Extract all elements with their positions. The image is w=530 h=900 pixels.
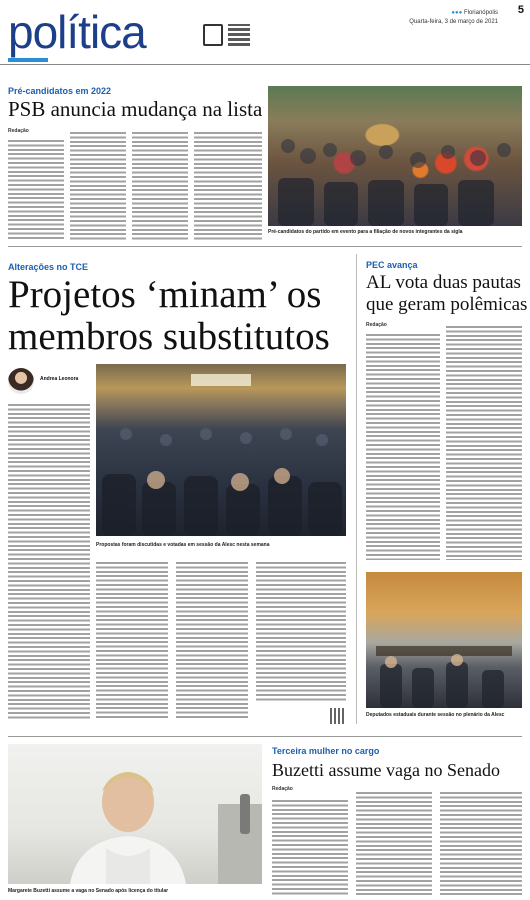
masthead-rule <box>0 64 530 65</box>
psb-text-col-3 <box>132 132 188 240</box>
section-title: política <box>8 6 146 58</box>
section-accent-bar <box>8 58 48 62</box>
tce-caption: Propostas foram discutidas e votadas em sessão da Alesc nesta semana <box>96 542 270 548</box>
psb-text-col-1 <box>8 140 64 240</box>
page-number: 5 <box>517 4 524 16</box>
psb-text-col-2 <box>70 132 126 240</box>
psb-text-col-4 <box>194 132 262 240</box>
tce-text-col-1 <box>8 404 90 720</box>
al-caption: Deputados estaduais durante sessão no plenário da Alesc <box>366 712 505 718</box>
al-photo <box>366 572 522 708</box>
rule-2 <box>8 736 522 737</box>
psb-photo-crowd <box>268 86 522 226</box>
tce-author-avatar <box>8 368 34 394</box>
masthead-meta <box>409 10 498 25</box>
seal-icon <box>203 24 223 46</box>
tce-headline-line1: Projetos ‘minam’ os <box>8 273 322 316</box>
tce-kicker: Alterações no TCE <box>8 262 89 272</box>
masthead-city: ●●● Florianópolis <box>451 10 498 16</box>
psb-photo <box>268 86 522 226</box>
psb-headline: PSB anuncia mudança na lista <box>8 97 263 121</box>
al-photo-plenary <box>366 572 522 708</box>
tce-text-col-2 <box>96 562 168 718</box>
tce-photo-audience <box>96 364 346 536</box>
tce-qr-code-icon <box>330 708 346 724</box>
al-text-col-1 <box>366 334 440 560</box>
senado-text-col-2 <box>356 792 432 896</box>
psb-kicker: Pré-candidatos em 2022 <box>8 86 112 96</box>
senado-headline: Buzetti assume vaga no Senado <box>272 760 500 780</box>
masthead-date: Quarta-feira, 3 de março de 2021 <box>409 19 498 25</box>
tce-text-col-3 <box>176 562 248 718</box>
dots-icon: ●●● <box>451 10 463 16</box>
al-headline-line1: AL vota duas pautas <box>366 272 521 293</box>
senado-caption: Margarete Buzetti assume a vaga no Senado após licença do titular <box>8 888 169 894</box>
senado-text-col-1 <box>272 800 348 896</box>
senado-text-col-3 <box>440 792 522 896</box>
psb-byline: Redação <box>8 128 29 134</box>
al-text-col-2 <box>446 326 522 560</box>
tce-text-col-4 <box>256 562 346 702</box>
rule-1 <box>8 246 522 247</box>
senado-photo-portrait <box>8 744 262 884</box>
psb-caption: Pré-candidatos do partido em evento para a filiação de novos integrantes da sigla <box>268 229 463 235</box>
al-byline: Redação <box>366 322 387 328</box>
al-kicker: PEC avança <box>366 260 418 270</box>
senado-photo <box>8 744 262 884</box>
senado-kicker: Terceira mulher no cargo <box>272 746 380 756</box>
masthead <box>0 0 530 66</box>
tce-author-name: Andrea Leonora <box>40 376 79 382</box>
qr-code-icon <box>228 24 250 46</box>
al-headline-line2: que geram polêmicas <box>366 294 528 315</box>
tce-photo <box>96 364 346 536</box>
column-divider <box>356 254 357 724</box>
seal-fineprint <box>256 26 296 44</box>
tce-headline-line2: membros substitutos <box>8 315 330 358</box>
senado-byline: Redação <box>272 786 293 792</box>
